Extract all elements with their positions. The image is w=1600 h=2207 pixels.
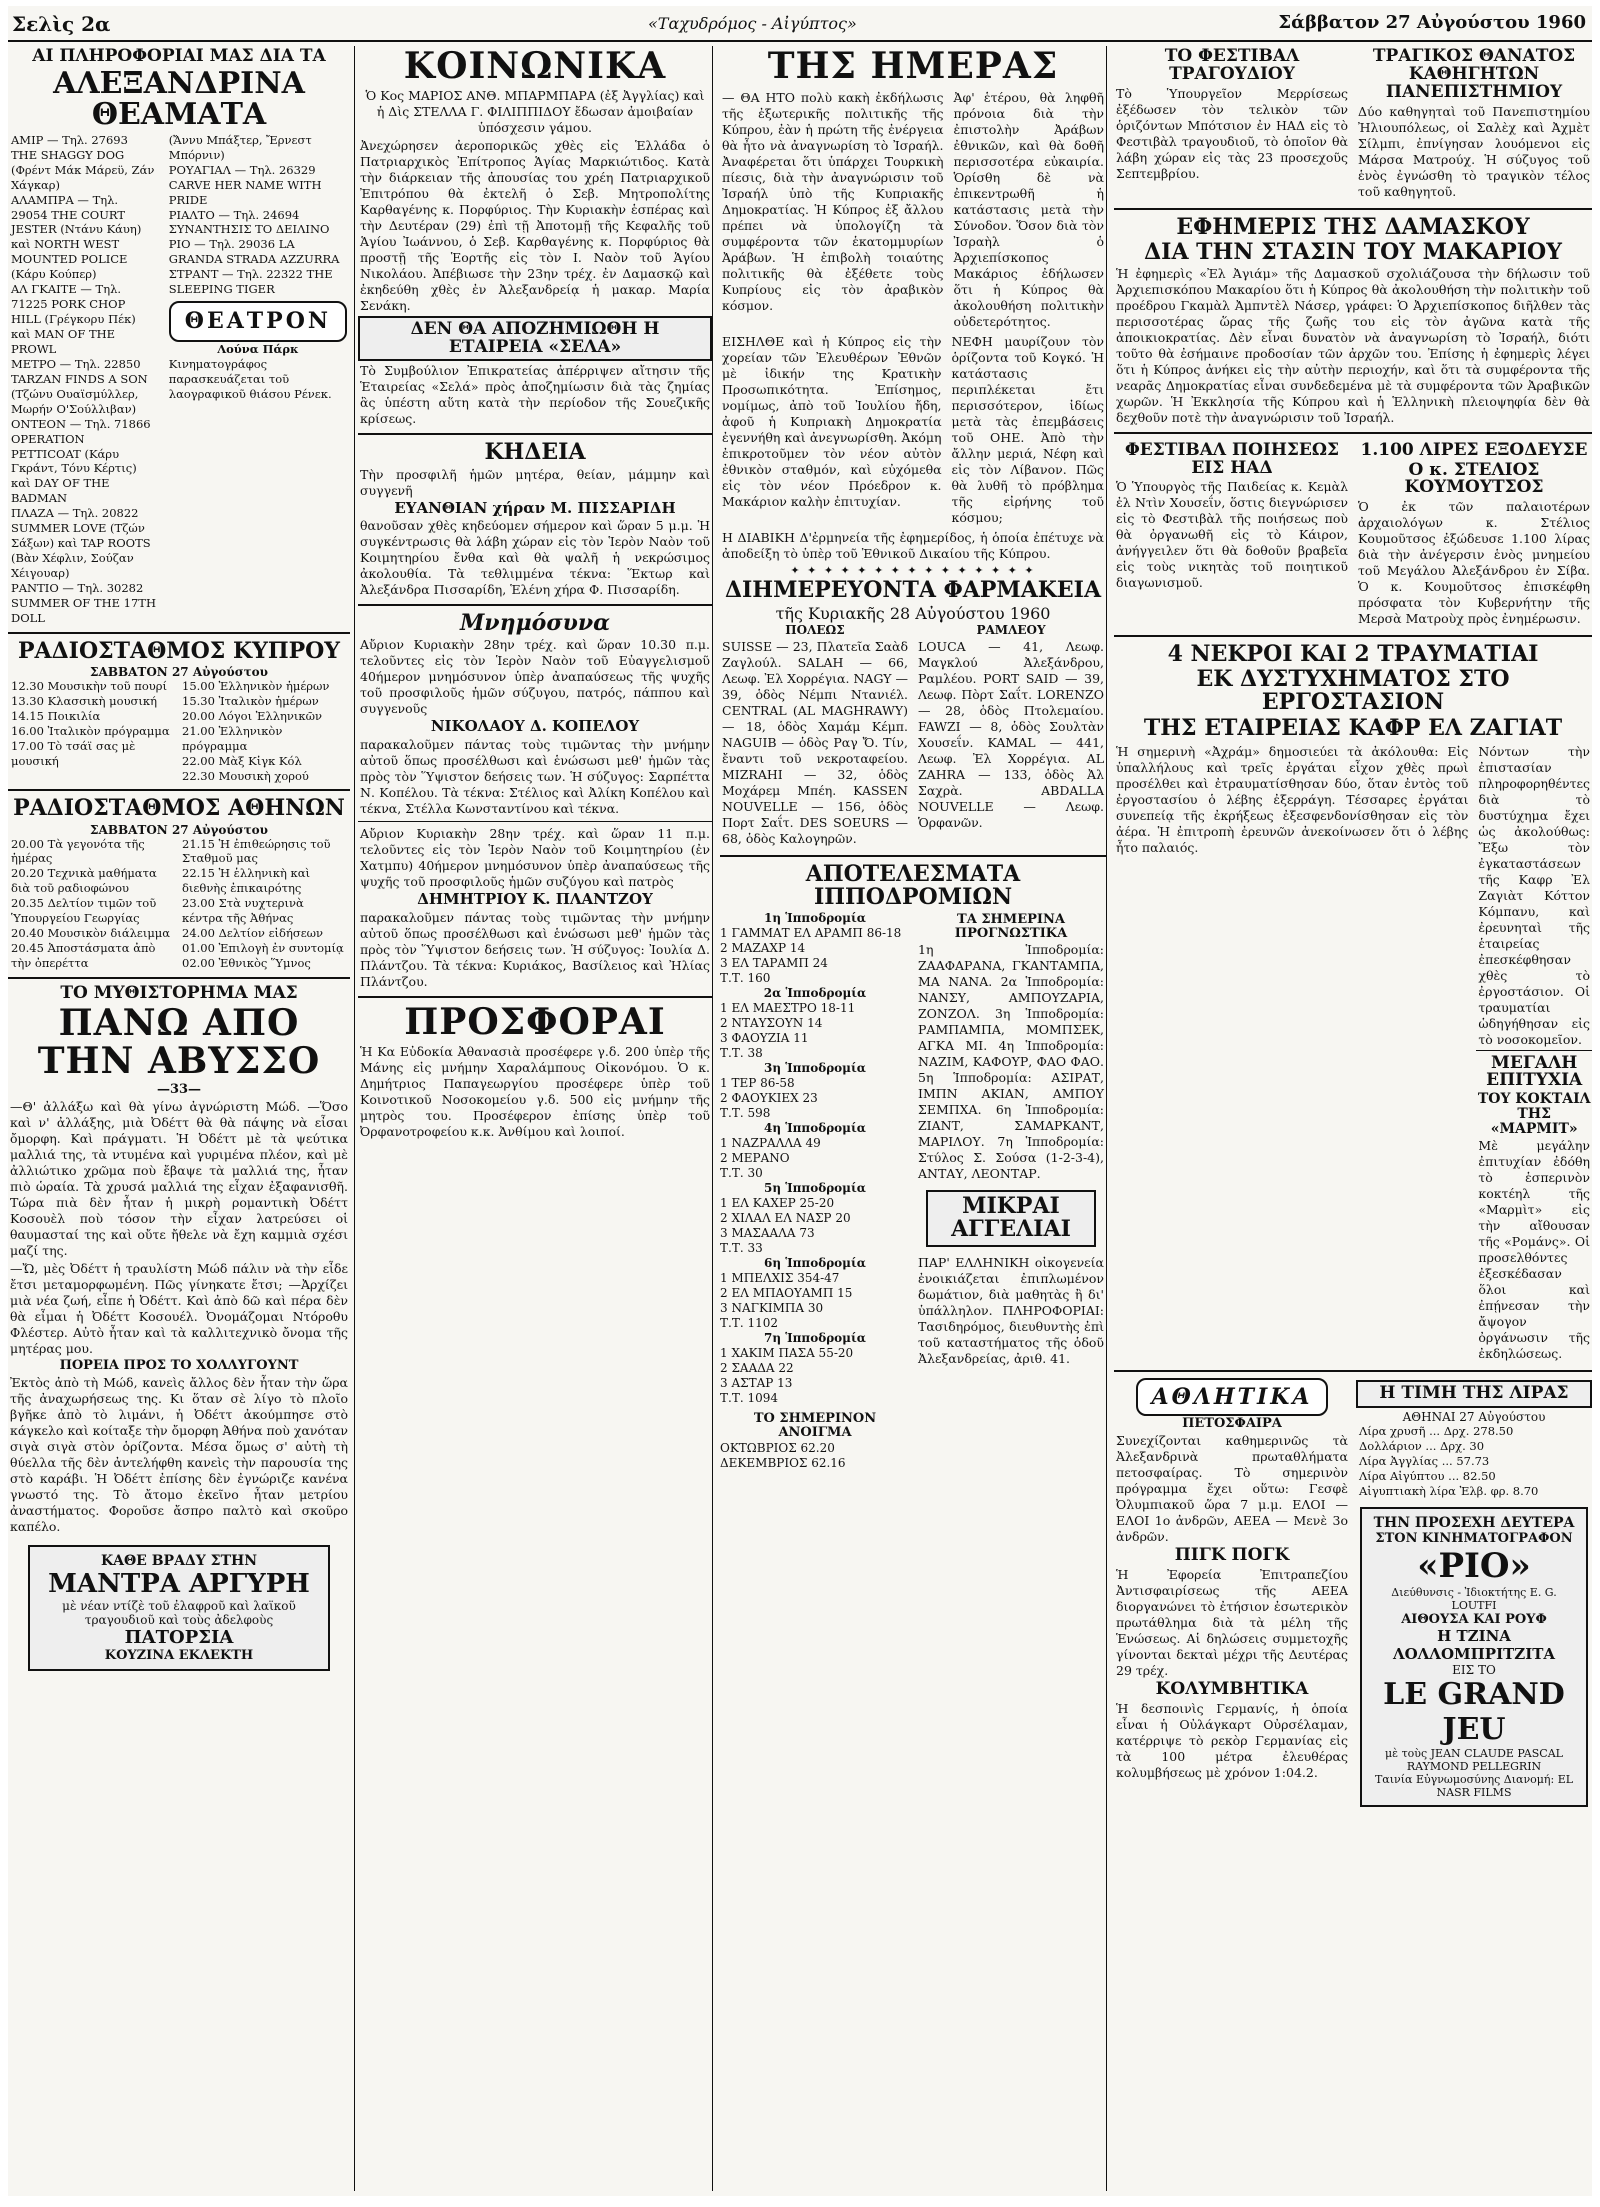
wedding-notice: Ὁ Κος ΜΑΡΙΟΣ ΑΝΘ. ΜΠΑΡΜΠΑΡΑ (ἐξ Ἀγγλίας) καὶ ἡ Δὶς ΣΤΕΛΛΑ Γ. ΦΙΛΙΠΠΙΔΟΥ ἔδωσαν ἀμοιβαίαν ὑπόσχεσιν γάμου. — [365, 87, 705, 135]
memorial-text: παρακαλοῦμεν πάντας τοὺς τιμῶντας τὴν μνήμην αὐτοῦ ὅπως προσέλθωσι καὶ ἑνώσωσι μεθ' ἡμῶν τὰς πρὸς τὸν Ὕψιστον δεήσεις των. Ἡ σύζυγος: Σαρπέττα Ν. Κοπέλου. Τὰ τέκνα: Στέλιος καὶ Ἀλίκη Κοπέλου καὶ τέκνα, Στέλλα Κωνσταντίνου καὶ τέκνα. — [360, 737, 710, 817]
schedule-item: 01.00 Ἐπιλογὴ ἐν συντομίᾳ — [182, 941, 344, 956]
race-line: 1 ΕΛ ΚΑΧΕΡ 25-20 — [720, 1196, 835, 1211]
pharmacies-list: LOUCA — 41, Λεωφ. Μαγκλού Ἀλεξάνδρου, Ραμλέου. PORT SAID — 39, Λεωφ. Πὸρτ Σαΐτ. LORENZO — 28, ὁδὸς Πτολεμαίου. FAWZI — 8, ὁδὸς Σουλτὰν Χουσεΐν. KAMAL — 441, Λεωφ. Ἐλ Χορρέγια. AL ZAHRA — 133, ὁδὸς Ἀλ Σαχρὰ. ABDALLA NOUVELLE — Λεωφ. Ὁρφανῶν. — [918, 638, 1104, 830]
social-text: Ἀνεχώρησεν ἀεροπορικῶς χθὲς εἰς Ἑλλάδα ὁ Πατριαρχικὸς Ἐπίτροπος Ἁγίας Μαρκιώτιδος. Κατὰ τὴν διάρκειαν τῆς ἀπουσίας του χρέη Πατριαρχικοῦ Ἐπιτρόπου θὰ ἐκτελῆ ὁ Σεβ. Μητροπολίτης Καρθαγένης κ. Πορφύριος. Τὴν Κυριακὴν ἑσπέρας καὶ τὴν Δευτέραν (29) ἐπὶ τῇ Ἀποτομῇ τῆς Κεφαλῆς τοῦ Ἁγίου Ἰωάννου, ὁ Σεβ. Καρθαγένης κ. Πορφύριος θὰ προστῇ τῆς Ἑορτῆς εἰς τὸν Ι. Ναὸν τοῦ Ἁγίου Νικολάου. Ἀπέβιωσε τὴν 23ην τρέχ. ἐν Δαμασκῷ καὶ ἐκηδεύθη χθὲς ἐν Ἀλεξανδρείᾳ ἡ μακαρ. Μαρία Σενάκη. — [360, 137, 710, 313]
ad-line: ΑΙΘΟΥΣΑ ΚΑΙ ΡΟΥΦ — [1401, 1611, 1547, 1627]
accident-heading-2: ΕΚ ΔΥΣΤΥΧΗΜΑΤΟΣ ΣΤΟ ΕΡΓΟΣΤΑΣΙΟΝ — [1196, 666, 1510, 716]
lira-heading: Η ΤΙΜΗ ΤΗΣ ΛΙΡΑΣ — [1356, 1380, 1592, 1408]
damascus-heading-2: ΔΙΑ ΤΗΝ ΣΤΑΣΙΝ ΤΟΥ ΜΑΚΑΡΙΟΥ — [1144, 238, 1562, 265]
sports-text: Συνεχίζονται καθημερινῶς τὰ Ἀλεξανδρινὰ πρωταθλήματα πετοσφαίρας. Τὸ σημερινὸν πρόγραμμα ἔχει οὕτω: Γεσφὲ Ὀλυμπιακοῦ ὥρα 7 μ.μ. ΕΛΟΙ — ΕΛΟΙ 1ο ἀνδρῶν, ΑΕΕΑ — Μενὲ 3ο ἀνδρῶν. — [1116, 1433, 1348, 1545]
novel-text: —Ὤ, μὲς Ὀδέττ ἡ τραυλίστη Μώδ πάλιν νὰ τὴν εἶδε ἔτσι μεταμορφωμένη. Πῶς γίνηκατε ἔτσι; —Ἀρχίζει μιὰ νέα ζωή, εἶπε ἡ Ὀδέττ. Καὶ ἀπὸ δῶ καὶ πέρα δὲν θὰ εἶμαι ἡ Ὀδέττ Κοσουέλ. Ὀνομάζομαι Ντόροθυ Φλέστερ. Αὐτὸ ἦταν καὶ τὰ καλλιτεχνικὸ ὄνομα τῆς μητέρας μου. — [10, 1261, 348, 1357]
cocktail-heading-2: ΤΟΥ ΚΟΚΤΑΙΛ ΤΗΣ «ΜΑΡΜΙΤ» — [1477, 1091, 1591, 1137]
novel-part: —33— — [156, 1082, 202, 1098]
rate-line: Λίρα χρυσῆ ... Δρχ. 278.50 — [1359, 1424, 1514, 1439]
ad-line: Ταινία Εὐγνωμοσύνης Διανομή: EL NASR FILMS — [1374, 1772, 1574, 1799]
race-line: 1 ΜΠΕΛΧΙΣ 354-47 — [720, 1271, 840, 1286]
race-line: Τ.Τ. 33 — [720, 1241, 763, 1256]
funeral-heading: ΚΗΔΕΙΑ — [484, 439, 586, 466]
race-line: 3 ΦΑΟΥΖΙΑ 11 — [720, 1031, 809, 1046]
opening-line: ΟΚΤΩΒΡΙΟΣ 62.20 — [720, 1441, 835, 1456]
race-line: Τ.Τ. 30 — [720, 1166, 763, 1181]
accident-text: Ἡ σημερινὴ «Ἀχράμ» δημοσιεύει τὰ ἀκόλουθα: Εἰς ὑπαλλήλους καὶ τρεῖς ἐργάται εἶχον χθὲς πρωὶ προσέλθει καὶ ἐτραυματίσθησαν δύο, ὅταν ἐντὸς τοῦ ἐργοστασίου ὁ λέβης ἐξερράγη. Τέσσαρες ἐργάται συνεπείᾳ τῆς ἐκρήξεως ἐξεσφενδονίσθησαν εἰς τὸν ἀέρα. Ἡ ἐπιτροπὴ ἐρευνῶν ἀνεκοίνωσεν ὅτι ὁ λέβης ἦτο παλαιός. — [1116, 743, 1469, 855]
memorial-name: ΝΙΚΟΛΑΟΥ Δ. ΚΟΠΕΛΟΥ — [430, 717, 640, 736]
ad-line: Η ΤΖΙΝΑ ΛΟΛΛΟΜΠΡΙΤΖΙΤΑ — [1392, 1626, 1556, 1663]
theatre-subtitle: Λούνα Πάρκ — [217, 341, 299, 356]
race-line: 1 ΓΑΜΜΑΤ ΕΛ ΑΡΑΜΠ 86-18 — [720, 926, 902, 941]
rate-line: Αἰγυπτιακὴ λίρα Ἐλβ. φρ. 8.70 — [1359, 1483, 1539, 1498]
poetry-text: Ὁ Ὑπουργὸς τῆς Παιδείας κ. Κεμὰλ ἐλ Ντὶν Χουσεΐν, ὅστις διεγνώρισεν εἰς τὸ Φεστιβὰλ τῆς ποιήσεως ποὺ θὰ ὀργανωθῆ εἰς τὸ Κάιρον, ἀνήγγειλεν ὅτι θὰ δοθοῦν βραβεῖα εἰς τοὺς νικητὰς τοῦ ποιητικοῦ διαγωνισμοῦ. — [1116, 479, 1348, 591]
race-line: 2 ΕΛ ΜΠΑΟΥΑΜΠ 15 — [720, 1286, 853, 1301]
cinema-item: (Ἄννυ Μπάξτερ, Ἔρνεστ Μπόρνιν) — [168, 132, 312, 162]
pharmacies-heading: ΔΙΗΜΕΡΕΥΟΝΤΑ ΦΑΡΜΑΚΕΙΑ — [724, 576, 1102, 603]
cinema-item: ΣΤΡΑΝΤ — Τηλ. 22322 THE SLEEPING TIGER — [168, 267, 333, 297]
cinema-item: ΡΙΑΛΤΟ — Τηλ. 24694 ΣΥΝΑΝΤΗΣΙΣ ΤΟ ΔΕΙΛΙΝΟ — [168, 207, 330, 237]
schedule-item: 15.00 Ἑλληνικὸν ἡμέρων — [182, 678, 330, 693]
cinema-item: ΡΙΟ — Τηλ. 29036 LA GRANDA STRADA AZZURRA — [168, 237, 340, 267]
race-results — [720, 911, 910, 1471]
radio-cyprus-date: ΣΑΒΒΑΤΟΝ 27 Αὐγούστου — [90, 664, 268, 679]
schedule-item: 24.00 Δελτίον εἰδήσεων — [182, 926, 324, 941]
radio-cyprus-heading: ΡΑΔΙΟΣΤΑΘΜΟΣ ΚΥΠΡΟΥ — [17, 637, 341, 664]
ad-line: Διεύθυνσις - Ἰδιοκτήτης E. G. LOUTFI — [1391, 1585, 1557, 1612]
sela-text: Τὸ Συμβούλιον Ἐπικρατείας ἀπέρριψεν αἴτησιν τῆς Ἑταιρείας «Σελά» πρὸς ἀποζημίωσιν διὰ τὰς ζημίας ἃς ὑπέστη αὕτη κατὰ τὴν περίοδον τῆς Σουεζικῆς κρίσεως. — [360, 363, 710, 427]
festival-text: Τὸ Ὑπουργεῖον Μερρίσεως ἐξέδωσεν τὸν τελικὸν τῶν ὁριζόντων Μπότσιον ἐν ΗΑΔ εἰς τὸ Φεστιβὰλ τραγουδιοῦ, τὸ ὁποῖον θὰ λάβη χώραν εἰς τὰς 23 προσεχοῦς Σεπτεμβρίου. — [1116, 85, 1348, 181]
lira-rates — [1356, 1424, 1592, 1499]
article-text: — ΘΑ ΗΤΟ πολὺ κακὴ ἐκδήλωσις τῆς ἐξωτερικῆς πολιτικῆς τῆς Κύπρου, ἐὰν ἡ πρώτη τῆς ἐνέργεια θὰ ἦτο νὰ ἀναγνωρίση τὸ Ἰσραήλ. Ἀναφέρεται ὅτι ὑπάρχει Τουρκικὴ πίεσις, διὰ τὴν ἀναγνώρισιν τοῦ Ἰσραήλ ὑπὸ τῆς Κυπριακῆς Δημοκρατίας. Ἡ Κύπρος ἐξ ἄλλου πρέπει νὰ ὑπολογίζη τὰ συμφέροντα τῶν ἑκατομμυρίων Ἀράβων. Ἡ ἐπιβολὴ τοιαύτης πολιτικῆς θὰ ἐξέθετε τοὺς Κυπρίους εἰς τὸν ἀραβικὸν κόσμον. — [722, 89, 944, 313]
pharmacies-district: ΠΟΛΕΩΣ — [785, 622, 845, 637]
rate-line: Λίρα Ἀγγλίας ... 57.73 — [1359, 1454, 1490, 1469]
memorial-text: Αὔριον Κυριακὴν 28ην τρέχ. καὶ ὥραν 10.30 π.μ. τελοῦντες εἰς τὸν Ἱερὸν Ναὸν τοῦ Εὐαγγελισμοῦ 40ήμερον μνημόσυνον ὑπὲρ ἀναπαύσεως τῆς ψυχῆς τοῦ προσφιλοῦς ἡμῶν σύζυγου, πατρός, πάππου καὶ συγγενοῦς — [360, 637, 710, 717]
memorial-heading: Μνημόσυνα — [459, 610, 611, 637]
schedule-item: 17.00 Τὸ τσάϊ σας μὲ μουσική — [11, 738, 136, 768]
schedule-item: 16.00 Ἰταλικὸν πρόγραμμα — [11, 723, 170, 738]
pingpong-text: Ἡ Ἐφορεία Ἐπιτραπεζίου Ἀντισφαιρίσεως τῆς ΑΕΕΑ διοργανώνει τὸ ἐτήσιον ἐσωτερικὸν πρωτάθλημα διὰ τὰ μέλη τῆς Ἑνώσεως. Αἱ δηλώσεις συμμετοχῆς γίνονται δεκταὶ μέχρι τῆς Δευτέρας 29 τρέχ. — [1116, 1567, 1348, 1679]
race-line: Τ.Τ. 598 — [720, 1106, 771, 1121]
ad-line: ΤΗΝ ΠΡΟΣΕΧΗ ΔΕΥΤΕΡΑ — [1373, 1514, 1575, 1531]
separator: ✦ ✦ ✦ ✦ ✦ ✦ ✦ ✦ ✦ ✦ ✦ ✦ ✦ ✦ ✦ — [790, 563, 1036, 577]
masthead — [8, 6, 1592, 42]
article-text: Η ΔΙΑΒΙΚΗ Δ'ἐρμηνεία τῆς ἐφημερίδος, ἡ ὁποία ἐπέτυχε νὰ ἀποδείξη τὸ ὑπὲρ τοῦ Ἐθνικοῦ Δικαίου τῆς Κύπρου. — [722, 529, 1104, 561]
race-line: 3 ΜΑΣΑΑΛΑ 73 — [720, 1226, 815, 1241]
ad-line: ΣΤΟΝ ΚΙΝΗΜΑΤΟΓΡΑΦΟΝ — [1375, 1530, 1573, 1546]
pharmacies-list: SUISSE — 23, Πλατεῖα Σαὰδ Ζαγλούλ. SALAH — 66, Λεωφ. Ἐλ Χορρέγια. NAGY — 39, ὁδὸς Νέμπι Ντανιέλ. CENTRAL (AL MAGHRAWY) — 18, ὁδὸς Χαμάμ Κέμπ. NAGUIB — ὁδὸς Ραγ Ὄ. Τίν, ἔναντι τοῦ νεκροταφείου. MIZRAHI — 32, ὁδὸς Μοχάρεμ Μπέη. KASSEN NOUVELLE — 156, ὁδὸς Πορτ Σαΐτ. DES SOEURS — 68, ὁδὸς Καλογηρῶν. — [722, 638, 908, 846]
ad-line: ΠΑΤΟΡΣΙΑ — [124, 1627, 234, 1649]
schedule-item: 22.00 Μὰξ Κἰγκ Κόλ — [182, 753, 302, 768]
race-head: 6η Ἱπποδρομία — [763, 1256, 867, 1271]
damascus-heading: ΕΦΗΜΕΡΙΣ ΤΗΣ ΔΑΜΑΣΚΟΥ — [1176, 213, 1530, 240]
radio-athens-schedule — [8, 837, 350, 971]
pounds-text: Ὁ ἐκ τῶν παλαιοτέρων ἀρχαιολόγων κ. Στέλιος Κουμοῦτσος ἐξώδευσε 1.100 λίρας διὰ τὴν ἀνέγερσιν ἑνὸς μνημείου τοῦ Μεγάλου Ἀλεξάνδρου ἐν Σίβα. Ὁ κ. Κουμοῦτσος ἐπισκέφθη πρόσφατα τὸν Κυβερνήτην τῆς Μερσὰ Ματροὺχ πρὸς ἐνημέρωσιν. — [1358, 499, 1590, 627]
schedule-item: 21.15 Ἡ ἐπιθεώρησις τοῦ Σταθμοῦ μας — [182, 836, 331, 866]
newspaper-name: «Ταχυδρόμος - Αἰγύπτος» — [648, 14, 857, 33]
race-line: 1 ΤΕΡ 86-58 — [720, 1076, 795, 1091]
race-line: 3 ΕΛ ΤΑΡΑΜΠ 24 — [720, 956, 828, 971]
column-1 — [8, 46, 355, 2191]
rate-line: Δολλάριον ... Δρχ. 30 — [1359, 1439, 1485, 1454]
ad-line: ΕΙΣ ΤΟ — [1452, 1662, 1496, 1677]
novel-text: Ἐκτὸς ἀπὸ τὴ Μώδ, κανεὶς ἄλλος δὲν ἦταν τὴν ὥρα τῆς ἀναχωρήσεως της. Κι ὅταν σὲ λίγο τὸ πλοῖο βγῆκε ἀπὸ τὸ λιμάνι, ἡ Ὀδέττ ἀκούμπησε στὸ κάγκελο καὶ κοίταξε τὴν ὄμορφη Ἀθήνα ποὺ χανόταν σιγὰ σιγὰ στὸν ὁρίζοντα. Μέσα ὅμως σ' αὐτὴ τὴ θύελλα τῆς δὲν ἀντελήφθη κανεὶς τὴν παρουσία της στὸ καράβι. Ἡ Ὀδέττ ἐπίσης δὲν ἐγνώριζε κανένα γνωστό της. Τὸ ἄτομο ἐκεῖνο ἦταν μετρίου ἀναστήματος. Φοροῦσε ἄσπρο παλτὸ καὶ σκοῦρο καπέλο. — [10, 1375, 348, 1535]
race-line: 2 ΣΑΑΔΑ 22 — [720, 1361, 794, 1376]
ad-line: μὲ νέαν ντίζὲ τοῦ ἐλαφροῦ καὶ λαϊκοῦ τραγουδιοῦ καὶ τοὺς ἀδελφοὺς — [62, 1599, 296, 1628]
schedule-item: 20.40 Μουσικὸν διάλειμμα — [11, 926, 171, 941]
race-line: 2 ΧΙΛΑΛ ΕΛ ΝΑΣΡ 20 — [720, 1211, 851, 1226]
rate-line: Λίρα Αἰγύπτου ... 82.50 — [1359, 1469, 1496, 1484]
schedule-item: 20.00 Τὰ γεγονότα τῆς ἡμέρας — [11, 836, 145, 866]
funeral-name: ΕΥΑΝΘΙΑΝ χήραν Μ. ΠΙΣΣΑΡΙΔΗ — [394, 498, 676, 517]
funeral-text: θανοῦσαν χθὲς κηδεύομεν σήμερον καὶ ὥραν 5 μ.μ. Ἡ συγκέντρωσις θὰ λάβη χώραν εἰς τὸν Ἱερὸν Ναὸν τοῦ Κοιμητηρίου ἔνθα καὶ θὰ ψαλῆ ἡ νεκρώσιμος ἀκολουθία. Τὰ τεθλιμμένα τέκνα: Ἕκτωρ καὶ Ἀλεξάνδρα Πισσαρίδη, Ἑλένη χήρα Φ. Πισσαρίδη. — [360, 518, 710, 598]
pounds-heading: 1.100 ΛΙΡΕΣ ΕΞΟΔΕΥΣΕ — [1360, 439, 1588, 460]
schedule-item: 12.30 Μουσικὴν τοῦ πουρί — [11, 678, 168, 693]
small-ads-text: ΠΑΡ' ΕΛΛΗΝΙΚΗ οἰκογενεία ἐνοικιάζεται ἐπιπλωμένον δωμάτιον, διὰ μαθητὰς ἢ δι' ὑπάλληλον. ΠΛΗΡΟΦΟΡΙΑΙ: Τασιδηρόμος, διευθυντὴς ἐπὶ τοῦ καταστήματος τῆς ὁδοῦ Ἀλεξανδρείας, ἀριθ. 41. — [918, 1254, 1104, 1366]
novel-subheading: ΠΟΡΕΙΑ ΠΡΟΣ ΤΟ ΧΟΛΛΥΓΟΥΝΤ — [59, 1358, 299, 1374]
page-number: Σελὶς 2α — [12, 12, 111, 36]
schedule-item: 20.00 Λόγοι Ἑλληνικῶν — [182, 708, 322, 723]
schedule-item: 15.30 Ἰταλικὸν ἡμέρων — [182, 693, 319, 708]
schedule-item: 23.00 Στὰ νυχτερινὰ κέντρα τῆς Ἀθήνας — [182, 896, 304, 926]
accident-heading-3: ΤΗΣ ΕΤΑΙΡΕΙΑΣ ΚΑΦΡ ΕΛ ΖΑΓΙΑΤ — [1143, 714, 1563, 741]
race-head: 4η Ἱπποδρομία — [763, 1121, 867, 1136]
race-line: Τ.Τ. 38 — [720, 1046, 763, 1061]
schedule-item: 20.35 Δελτίον τιμῶν τοῦ Ὑπουργείου Γεωργίας — [11, 896, 157, 926]
cinema-heading-1: ΑΙ ΠΛΗΡΟΦΟΡΙΑΙ ΜΑΣ ΔΙΑ ΤΑ — [32, 46, 326, 66]
accident-heading: 4 ΝΕΚΡΟΙ ΚΑΙ 2 ΤΡΑΥΜΑΤΙΑΙ — [1167, 641, 1539, 668]
race-line: 2 ΜΑΖΑΧΡ 14 — [720, 941, 806, 956]
novel-label: ΤΟ ΜΥΘΙΣΤΟΡΗΜΑ ΜΑΣ — [60, 982, 298, 1003]
pharmacies-subheading: τῆς Κυριακῆς 28 Αὐγούστου 1960 — [775, 603, 1051, 623]
lira-date: ΑΘΗΝΑΙ 27 Αὐγούστου — [1402, 1410, 1546, 1425]
issue-date: Σάββατον 27 Αὐγούστου 1960 — [1278, 12, 1586, 33]
ad-title: ΜΑΝΤΡΑ ΑΡΓΥΡΗ — [48, 1569, 310, 1600]
schedule-item: 20.20 Τεχνικὰ μαθήματα διὰ τοῦ ραδιοφώνου — [11, 866, 157, 896]
race-head: 7η Ἱπποδρομία — [763, 1331, 867, 1346]
schedule-item: 13.30 Κλασσικὴ μουσική — [11, 693, 157, 708]
pharmacies-district: ΡΑΜΛΕΟΥ — [976, 622, 1046, 637]
cinema-item: ΠΛΑΖΑ — Τηλ. 20822 SUMMER LOVE (Τζών Σάξων) καὶ TAP ROOTS (Βὰν Χέφλιν, Σούζαν Χέιγουαρ) — [11, 506, 151, 581]
column-2 — [358, 46, 713, 2191]
race-line: 2 ΦΑΟΥΚΙΕΧ 23 — [720, 1091, 818, 1106]
cinema-item: ΡΟΥΑΓΙΑΛ — Τηλ. 26329 CARVE HER NAME WITH PRIDE — [168, 162, 322, 207]
schedule-item: 20.45 Ἀποστάσματα ἀπὸ τὴν ὀπερέττα — [11, 941, 156, 971]
race-line: Τ.Τ. 1102 — [720, 1316, 778, 1331]
accident-text: Νόντων τὴν ἐπιστασίαν πληροφορηθέντες διὰ τὸ δυστύχημα ἔχει ὡς ἀκολούθως: Ἔξω τὸν ἐγκαταστάσεων τῆς Καφρ Ἐλ Ζαγιὰτ Κόττον Κόμπανυ, καὶ ἐρευνηταὶ τῆς ἑταιρείας ἐπεσκέφθησαν χθὲς τὸ ἐργοστάσιον. Οἱ τραυματίαι ὡδηγήθησαν εἰς τὸ νοσοκομεῖον. — [1478, 743, 1590, 1047]
race-line: 1 ΝΑΖΡΑΛΛΑ 49 — [720, 1136, 821, 1151]
race-line: 1 ΕΛ ΜΑΕΣΤΡΟ 18-11 — [720, 1001, 856, 1016]
cinema-item: ΑΜΙΡ — Τηλ. 27693 THE SHAGGY DOG (Φρέντ Μάκ Μάρεϋ, Ζάν Χάγκαρ) — [11, 132, 155, 192]
race-line: 3 ΝΑΓΚΙΜΠΑ 30 — [720, 1301, 824, 1316]
memorial-text: Αὔριον Κυριακὴν 28ην τρέχ. καὶ ὥραν 11 π.μ. τελοῦντες εἰς τὸν Ἱερὸν Ναὸν τοῦ Κοιμητηρίου (ἐν Χατμπυ) 40ήμερον μνημόσυνον ὑπὲρ ἀναπαύσεως τῆς ψυχῆς τοῦ προσφιλοῦς ἡμῶν συζύγου καὶ πατρὸς — [360, 826, 710, 890]
theatre-note: Κινηματογράφος παρασκευάζεται τοῦ λαογραφικοῦ θιάσου Ρένεκ. — [168, 356, 332, 401]
pounds-heading-2: Ο κ. ΣΤΕΛΙΟΣ ΚΟΥΜΟΥΤΣΟΣ — [1404, 459, 1544, 498]
schedule-item: 21.00 Ἑλληνικὸν πρόγραμμα — [182, 723, 283, 753]
cocktail-heading: ΜΕΓΑΛΗ ΕΠΙΤΥΧΙΑ — [1476, 1050, 1592, 1091]
social-heading: ΚΟΙΝΩΝΙΚΑ — [403, 46, 667, 87]
tragic-heading: ΤΡΑΓΙΚΟΣ ΘΑΝΑΤΟΣ ΚΑΘΗΓΗΤΩΝ ΠΑΝΕΠΙΣΤΗΜΙΟΥ — [1372, 46, 1576, 102]
race-line: 2 ΜΕΡΑΝΟ — [720, 1151, 790, 1166]
race-head: 1η Ἱπποδρομία — [763, 911, 867, 926]
ad-title: «ΡΙΟ» — [1417, 1545, 1531, 1586]
memorial-name: ΔΗΜΗΤΡΙΟΥ Κ. ΠΛΑΝΤΖΟΥ — [417, 890, 653, 909]
mandra-advert — [28, 1545, 330, 1671]
cocktail-text: Μὲ μεγάλην ἐπιτυχίαν ἐδόθη τὸ ἑσπερινὸν κοκτέηλ τῆς «Μαρμὶτ» εἰς τὴν αἴθουσαν τῆς «Ρομάνς». Οἱ προσελθόντες ἐξεσκέδασαν ὅλοι καὶ ἐπῄνεσαν τὴν ἄψογον ὀργάνωσιν τῆς ἐκδηλώσεως. — [1478, 1138, 1590, 1362]
cinema-heading-2: ΑΛΕΞΑΝΔΡΙΝΑ ΘΕΑΜΑΤΑ — [53, 65, 305, 133]
ad-line: ΚΑΘΕ ΒΡΑΔΥ ΣΤΗΝ — [100, 1553, 258, 1570]
film-title: LE GRAND JEU — [1383, 1676, 1565, 1747]
opening-heading: ΤΟ ΣΗΜΕΡΙΝΟΝ ΑΝΟΙΓΜΑ — [753, 1411, 877, 1440]
race-line: 1 ΧΑΚΙΜ ΠΑΣΑ 55-20 — [720, 1346, 854, 1361]
sports-logo: ΑΘΛΗΤΙΚΑ — [1136, 1378, 1329, 1416]
small-ads-heading: ΜΙΚΡΑΙ ΑΓΓΕΛΙΑΙ — [926, 1190, 1096, 1246]
schedule-item: 14.15 Ποικιλία — [11, 708, 101, 723]
race-head: 3η Ἱπποδρομία — [763, 1061, 867, 1076]
cinema-item: ΟΝΤΕΟΝ — Τηλ. 71866 OPERATION PETTICOAT (Κάρυ Γκράντ, Τόνυ Κέρτις) καὶ DAY OF THE BADMAN — [11, 416, 151, 506]
swimming-heading: ΚΟΛΥΜΒΗΤΙΚΑ — [1155, 1679, 1309, 1700]
article-text: Ἀφ' ἑτέρου, θὰ ληφθῆ πρόνοια διὰ τὴν ἐπιστολὴν Ἀράβων ἐθνικῶν, καὶ θὰ δοθῆ περισσοτέρα εὐκαιρία. Ὁρίσθη δὲ νὰ ἐπικεντρωθῆ ἡ κατάστασις μετὰ τὴν Σύνοδον. Ὅσον διὰ τὸν Ἰσραὴλ ὁ Ἀρχιεπίσκοπος Μακάριος ἐδήλωσεν ὅτι ἡ Κύπρος θὰ ἀκολουθήση πολιτικὴν οὐδετερότητος. — [953, 89, 1104, 329]
novel-text: —Θ' ἀλλάξω καὶ θὰ γίνω ἀγνώριστη Μώδ. —Ὅσο καὶ ν' ἀλλάξης, μιὰ Ὀδέττ θὰ θὰ πάψης νὰ εἶσαι ὄμορφη. Καὶ πράγματι. Ἡ Ὀδέττ μὲ τὰ ψεύτικα μαλλιά της, τὰ ντυμένα καὶ γυριμένα πλέον, καὶ μὲ ἀλλιώτικο χρῶμα ποὺ ἔβαψε τὰ μαλλιά της, ἦταν πιὸ ὡραία. Τὰ χρυσά μαλλιά της εἶχαν ἐξαφανισθῆ. Τώρα πιὰ δὲν ἦταν ἡ μικρὴ ρομαντικὴ Ὀδέττ Κοσουὲλ ποὺ τόσον τὴν εἶχαν λατρεύσει οἱ θαυμασταί της καὶ οὔτε ἤθελε νὰ ἔχη καμμιὰ σχέσι μαζί της. — [10, 1099, 348, 1259]
race-head: 2α Ἱπποδρομία — [763, 986, 867, 1001]
radio-cyprus-schedule — [8, 679, 350, 784]
article-text: ΝΕΦΗ μαυρίζουν τὸν ὁρίζοντα τοῦ Κογκό. Ἡ κατάστασις περιπλέκεται ἔτι περισσότερον, ἰδίως μετὰ τὰς ἐπεμβάσεις τοῦ ΟΗΕ. Ἀπὸ τὴν ἄλλην μεριά, Νέφη καὶ εἰς τὸν Λίβανον. Πῶς θὰ λυθῆ τὸ πρόβλημα τῆς εἰρήνης τοῦ κόσμου; — [951, 333, 1104, 525]
cinema-item: ΑΛΑΜΠΡΑ — Τηλ. 29054 THE COURT JESTER (Ντάνυ Κάυη) καὶ NORTH WEST MOUNTED POLICE (Κάρυ Κούπερ) — [11, 192, 142, 282]
of-the-day-heading: ΤΗΣ ΗΜΕΡΑΣ — [767, 46, 1059, 87]
novel-title: ΠΑΝΩ ΑΠΟ ΤΗΝ ΑΒΥΣΣΟ — [37, 1001, 321, 1082]
predictions-heading: ΤΑ ΣΗΜΕΡΙΝΑ ΠΡΟΓΝΩΣΤΙΚΑ — [954, 912, 1068, 941]
cinema-item: ΑΛ ΓΚΑΙΤΕ — Τηλ. 71225 PORK CHOP HILL (Γρέγκορυ Πέκ) καὶ MAN OF THE PROWL — [11, 282, 136, 356]
ad-line: ΚΟΥΖΙΝΑ ΕΚΛΕΚΤΗ — [104, 1648, 254, 1664]
schedule-item: 22.15 Ἡ ἑλληνικὴ καὶ διεθνὴς ἐπικαιρότης — [182, 866, 310, 896]
rio-cinema-advert — [1360, 1507, 1588, 1807]
race-line: Τ.Τ. 160 — [720, 971, 771, 986]
article-text: ΕΙΣΗΛΘΕ καὶ ἡ Κύπρος εἰς τὴν χορείαν τῶν Ἐλευθέρων Ἐθνῶν μὲ ἰδικήν της Κρατικὴν Προσωπικότητα. Ἐπίσημος, νομίμως, ἀπὸ τοῦ Ἰουλίου ἤδη, ἀφοῦ ἡ Κυπριακὴ Δημοκρατία ἐγεννήθη καὶ ἀνεγνωρίσθη. Ἀκόμη ἐπικροτοῦμεν τὸν νέον αὐτὸν ἐθνικὸν σταθμόν, καὶ εὐχόμεθα εἰς τὸν νέον Πρόεδρον κ. Μακάριον καλὴν ἐπιτυχίαν. — [722, 333, 942, 509]
pingpong-heading: ΠΙΓΚ ΠΟΓΚ — [1174, 1545, 1290, 1566]
race-line: 2 ΝΤΑΥΣΟΥΝ 14 — [720, 1016, 823, 1031]
funeral-intro: Τὴν προσφιλῆ ἡμῶν μητέρα, θείαν, μάμμην καὶ συγγενῆ — [360, 466, 710, 498]
ad-line: μὲ τοὺς JEAN CLAUDE PASCAL RAYMOND PELLEGRIN — [1385, 1746, 1563, 1773]
column-4 — [1114, 46, 1592, 2191]
swimming-text: Ἡ δεσποινὶς Γερμανίς, ἡ ὁποία εἶναι ἡ Οὐλάγκαρτ Οὐρσέλαμαν, κατέρριψε τὸ ρεκὸρ Γερμανίας εἰς τὰ 100 μέτρα ἐλευθέρας κολυμβήσεως μὲ χρόνον 1:04.2. — [1116, 1701, 1348, 1781]
races-heading: ΑΠΟΤΕΛΕΣΜΑΤΑ ΙΠΠΟΔΡΟΜΙΩΝ — [805, 860, 1021, 910]
race-line: Τ.Τ. 1094 — [720, 1391, 778, 1406]
newspaper-page — [8, 6, 1592, 2196]
festival-heading: ΤΟ ΦΕΣΤΙΒΑΛ ΤΡΑΓΟΥΔΙΟΥ — [1164, 46, 1300, 84]
race-head: 5η Ἱπποδρομία — [763, 1181, 867, 1196]
opening-line: ΔΕΚΕΜΒΡΙΟΣ 62.16 — [720, 1456, 846, 1471]
tragic-text: Δύο καθηγηταὶ τοῦ Πανεπιστημίου Ἠλιουπόλεως, οἱ Σαλὲχ καὶ Ἀχμὲτ Σίλμπι, ἐπνίγησαν λουόμενοι εἰς Μάρσα Ματρούχ. Ἡ σύζυγος τοῦ ἑνὸς ἐγνώσθη τὸ τραγικὸν τέλος τοῦ καθηγητοῦ. — [1358, 103, 1590, 199]
radio-athens-date: ΣΑΒΒΑΤΟΝ 27 Αὐγούστου — [90, 822, 268, 837]
schedule-item: 02.00 Ἐθνικὸς Ὕμνος — [182, 956, 311, 971]
sports-subheading: ΠΕΤΟΣΦΑΙΡΑ — [1182, 1416, 1282, 1432]
column-3 — [720, 46, 1107, 2191]
race-line: 3 ΑΣΤΑΡ 13 — [720, 1376, 793, 1391]
schedule-item: 22.30 Μουσικὴ χορού — [182, 768, 309, 783]
cinema-listings — [8, 133, 350, 626]
memorial-text: παρακαλοῦμεν πάντας τοὺς τιμῶντας τὴν μνήμην αὐτοῦ ὅπως προσέλθωσι καὶ ἑνώσωσι μεθ' ἡμῶν τὰς πρὸς τὸν Ὕψιστον δεήσεις των. Ἡ σύζυγος: Ἰουλία Δ. Πλάντζου. Τὰ τέκνα: Κυριάκος, Βασίλειος καὶ Ἠλίας Πλάντζου. — [360, 909, 710, 989]
offers-text: Ἡ Κα Εὐδοκία Ἀθανασιὰ προσέφερε γ.δ. 200 ὑπὲρ τῆς Μάνης εἰς μνήμην Χαραλάμπους Οἰκονόμου. Ὁ κ. Δημήτριος Παπαγεωργίου προσέφερε ὑπὲρ τοῦ Κοινοτικοῦ Νοσοκομείου γ.δ. 500 εἰς μνήμην τῆς μητρὸς του. Προσέφερον ἐπίσης ὑπὲρ τοῦ Ὀρφανοτροφείου κ.κ. Ἀνθίμου καὶ λοιποί. — [360, 1043, 710, 1139]
sela-heading: ΔΕΝ ΘΑ ΑΠΟΖΗΜΙΩΘΗ Η ΕΤΑΙΡΕΙΑ «ΣΕΛΑ» — [358, 316, 712, 362]
predictions-text: 1η Ἱπποδρομία: ΖΑΑΦΑΡΑΝΑ, ΓΚΑΝΤΑΜΠΑ, ΜΑ ΝΑΝΑ. 2α Ἱπποδρομία: ΝΑΝΣΥ, ΑΜΠΟΥΖΑΡΙΑ, ΖΟΝΖΟΛ. 3η Ἱπποδρομία: ΡΑΜΠΑΜΠΑ, ΜΟΜΠΣΕΚ, ΑΓΚΑ ΜΙ. 4η Ἱπποδρομία: ΝΑΖΙΜ, ΚΑΦΟΥΡ, ΦΑΟ ΦΑΟ. 5η Ἱπποδρομία: ΑΣΙΡΑΤ, ΙΜΠΝ ΑΚΙΑΝ, ΑΜΠΟΥ ΣΕΜΠΧΑ. 6η Ἱπποδρομία: ΖΙΑΝΤ, ΣΑΜΑΡΚΑΝΤ, ΜΑΡΙΛΟΥ. 7η Ἱπποδρομία: Στύλος Σ. Σούσα (1-2-3-4), ΑΝΤΑΥ, ΛΕΟΝΤΑΡ. — [918, 942, 1104, 1182]
cinema-item: ΜΕΤΡΟ — Τηλ. 22850 TARZAN FINDS A SON (Τζώνυ Ουαϊσμύλλερ, Μωρήν Ο'Σούλλιβαν) — [11, 356, 148, 416]
cinema-item: ΡΑΝΤΙΟ — Τηλ. 30282 SUMMER OF THE 17TH DOLL — [11, 580, 156, 625]
damascus-text: Ἡ ἐφημερὶς «Ἐλ Ἀγιάμ» τῆς Δαμασκοῦ σχολιάζουσα τὴν δήλωσιν τοῦ Ἀρχιεπισκόπου Μακαρίου ὅτι ἡ Κύπρος θὰ ἀκολουθήση τὴν πολιτικὴν τοῦ προέδρου Γκαμὰλ Ἀμπντὲλ Νάσερ, γράφει: Ὁ Ἀρχιεπίσκοπος διῆλθεν τὰς περισσοτέρας ὥρας τῆς ζωῆς του εἰς τὸν ἀγῶνα κατὰ τῆς ἀποικιοκρατίας. Δὲν εἶναι δυνατὸν νὰ ἀναγνωρίση τὸ Ἰσραήλ, διότι τοῦτο θὰ ἐσήμαινε προδοσίαν τῶν ἀρχῶν του. Ἐπίσης ἡ ἐφημερὶς λέγει ὅτι ἡ Κύπρος ἀνήκει εἰς τὴν αὐτὴν περιοχήν, καὶ ὅτι τὰ συμφέροντα τῆς νεαρᾶς Δημοκρατίας εἶναι συνδεδεμένα μὲ τὰ συμφέροντα τῶν Ἀραβικῶν χωρῶν. Ἡ Ἐκκλησία τῆς Κύπρου καὶ ἡ Ἑλληνικὴ πλειοψηφία δὲν θὰ δεχθοῦν ποτὲ τὴν ἀναγνώρισιν τοῦ Ἰσραήλ. — [1116, 265, 1590, 425]
theatre-logo: ΘΕΑΤΡΟΝ — [169, 301, 347, 342]
poetry-heading: ΦΕΣΤΙΒΑΛ ΠΟΙΗΣΕΩΣ ΕΙΣ ΗΑΔ — [1124, 439, 1340, 478]
offers-heading: ΠΡΟΣΦΟΡΑΙ — [404, 1000, 666, 1043]
radio-athens-heading: ΡΑΔΙΟΣΤΑΘΜΟΣ ΑΘΗΝΩΝ — [13, 795, 345, 822]
